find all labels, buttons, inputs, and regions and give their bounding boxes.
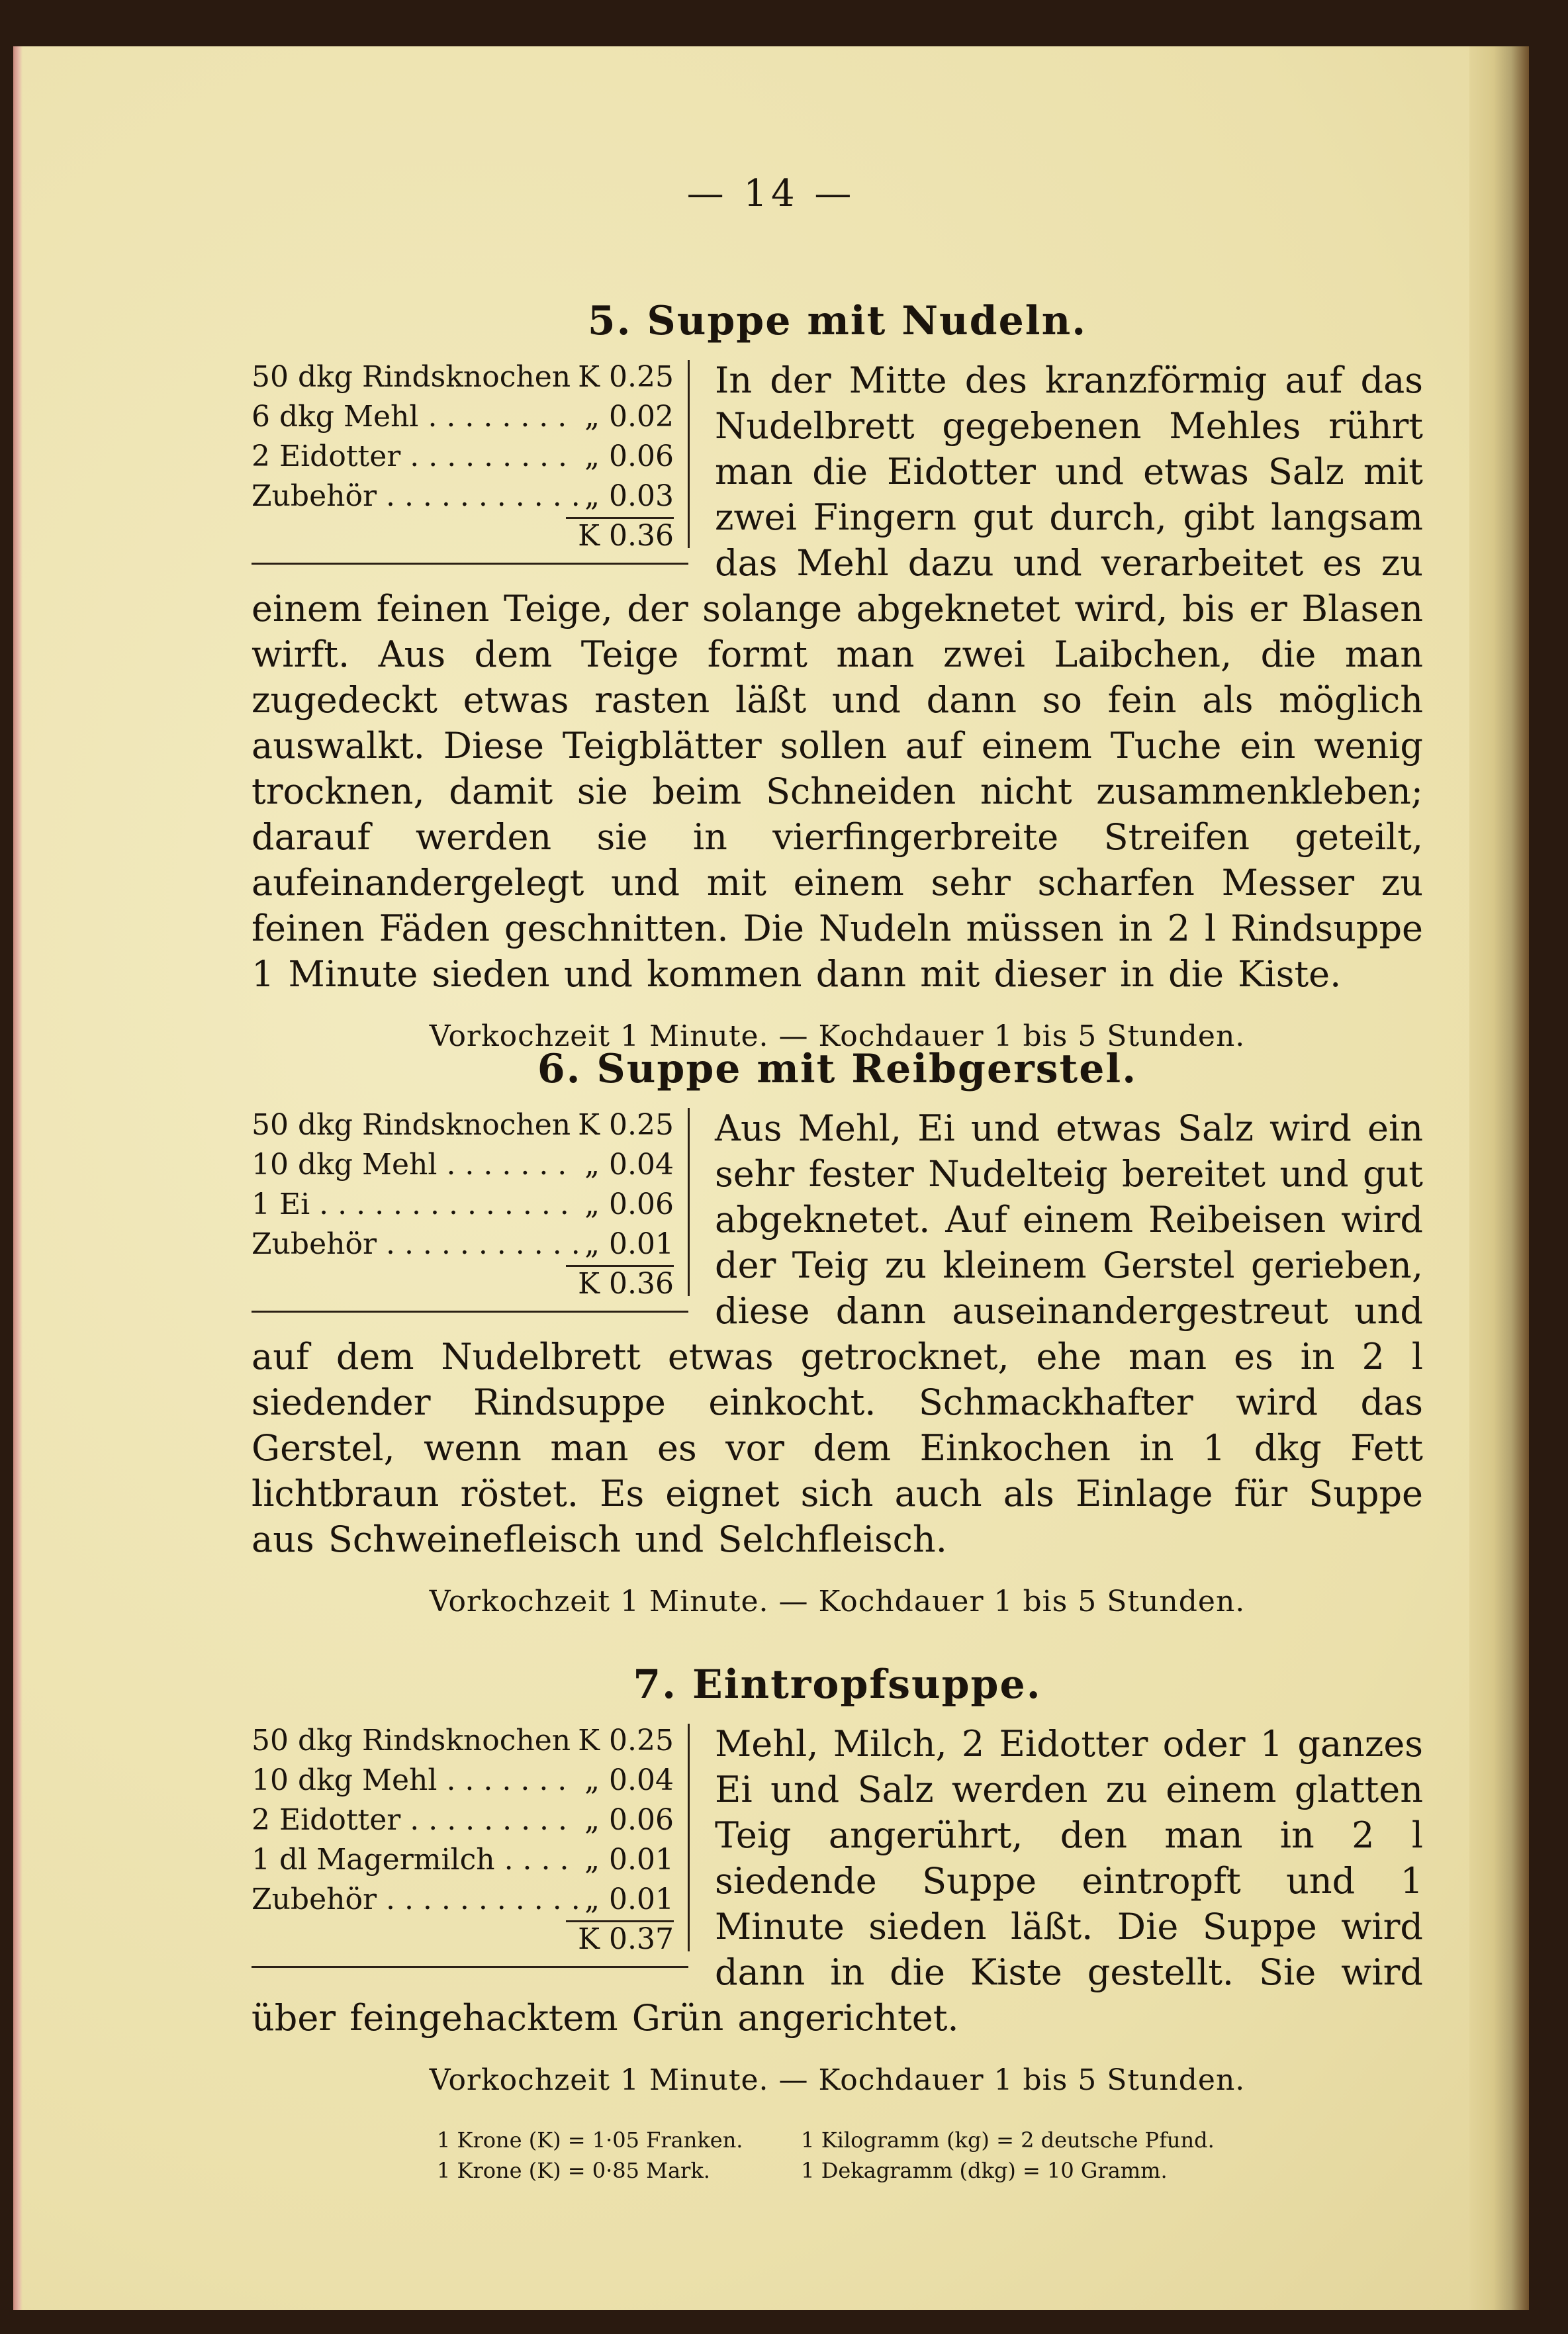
ingredient-row: Zubehör . . . „ 0.01: [252, 1225, 688, 1264]
recipe-title: 6. Suppe mit Reibgerstel.: [537, 1046, 1138, 1092]
ingredient-total: K 0.36: [252, 1264, 688, 1304]
ingredient-table: [252, 357, 688, 565]
recipe-5: [252, 298, 1423, 1053]
cooking-times: Vorkochzeit 1 Minute. — Kochdauer 1 bis 5 Stunden.: [429, 1585, 1246, 1618]
cooking-times: Vorkochzeit 1 Minute. — Kochdauer 1 bis 5 Stunden.: [429, 2063, 1246, 2097]
footnote-line: 1 Kilogramm (kg) = 2 deutsche Pfund.: [801, 2127, 1215, 2153]
ingredient-row: 1 Ei . . . „ 0.06: [252, 1185, 688, 1225]
recipe-title: 7. Eintropfsuppe.: [633, 1661, 1042, 1708]
conversion-footnote: [437, 2125, 1297, 2186]
page-gutter: [1469, 46, 1529, 2310]
ingredient-table: [252, 1721, 688, 1968]
ingredient-row: Zubehör . . . „ 0.03: [252, 477, 688, 516]
page-number: — 14 —: [686, 172, 856, 215]
cooking-times: Vorkochzeit 1 Minute. — Kochdauer 1 bis 5 Stunden.: [429, 1019, 1246, 1053]
recipe-text: Aus Mehl, Ei und etwas Salz wird ein sehr fester Nudelteig bereitet und gut abgeknetet. Auf einem Reibeisen wird der Teig zu kleinem Gerstel gerieben, diese dann auseinandergestreut und auf dem Nudelbrett etwas getrocknet, ehe man es in 2 l siedender Rindsuppe einkocht. Schmackhafter wird das Gerstel, wenn man es vor dem Einkochen in 1 dkg Fett lichtbraun röstet. Es eignet sich auch als Einlage für Suppe aus Schweinefleisch und Selchfleisch.: [252, 1107, 1423, 1560]
footnote-line: 1 Krone (K) = 1·05 Franken.: [437, 2127, 743, 2153]
recipe-7: [252, 1661, 1423, 2097]
ingredient-row: 50 dkg Rindsknochen . . . K 0.25: [252, 357, 688, 397]
ingredient-row: 50 dkg Rindsknochen . . . K 0.25: [252, 1721, 688, 1761]
footnote-line: 1 Dekagramm (dkg) = 10 Gramm.: [801, 2158, 1168, 2183]
book-page: [13, 46, 1529, 2310]
recipe-title: 5. Suppe mit Nudeln.: [587, 298, 1087, 344]
ingredient-row: 1 dl Magermilch . . . „ 0.01: [252, 1840, 688, 1880]
ingredient-row: Zubehör . . . „ 0.01: [252, 1880, 688, 1920]
ingredient-row: 2 Eidotter . . . „ 0.06: [252, 1800, 688, 1840]
ingredient-total: K 0.36: [252, 516, 688, 556]
ingredient-table: [252, 1105, 688, 1313]
ingredient-row: 2 Eidotter . . . „ 0.06: [252, 437, 688, 477]
ingredient-row: 10 dkg Mehl . . . „ 0.04: [252, 1761, 688, 1800]
ingredient-row: 6 dkg Mehl . . . „ 0.02: [252, 397, 688, 437]
ingredient-total: K 0.37: [252, 1920, 688, 1959]
footnote-line: 1 Krone (K) = 0·85 Mark.: [437, 2158, 710, 2183]
recipe-text: Mehl, Milch, 2 Eidotter oder 1 ganzes Ei und Salz werden zu einem glatten Teig angerührt, den man in 2 l siedende Suppe eintropft und 1 Minute sieden läßt. Die Suppe wird dann in die Kiste gestellt. Sie wird über feingehacktem Grün angerichtet.: [252, 1723, 1423, 2039]
recipe-text: In der Mitte des kranzförmig auf das Nudelbrett gegebenen Mehles rührt man die Eidotter und etwas Salz mit zwei Fingern gut durch, gibt langsam das Mehl dazu und verarbeitet es zu einem feinen Teige, der solange abgeknetet wird, bis er Blasen wirft. Aus dem Teige formt man zwei Laibchen, die man zugedeckt etwas rasten läßt und dann so fein als möglich auswalkt. Diese Teigblätter sollen auf einem Tuche ein wenig trocknen, damit sie beim Schneiden nicht zusammenkleben; darauf werden sie in vierfingerbreite Streifen geteilt, aufeinandergelegt und mit einem sehr scharfen Messer zu feinen Fäden geschnitten. Die Nudeln müssen in 2 l Rindsuppe 1 Minute sieden und kommen dann mit dieser in die Kiste.: [252, 359, 1423, 995]
ingredient-row: 50 dkg Rindsknochen . . . K 0.25: [252, 1105, 688, 1145]
recipe-6: [252, 1046, 1423, 1618]
ingredient-row: 10 dkg Mehl . . . „ 0.04: [252, 1145, 688, 1185]
